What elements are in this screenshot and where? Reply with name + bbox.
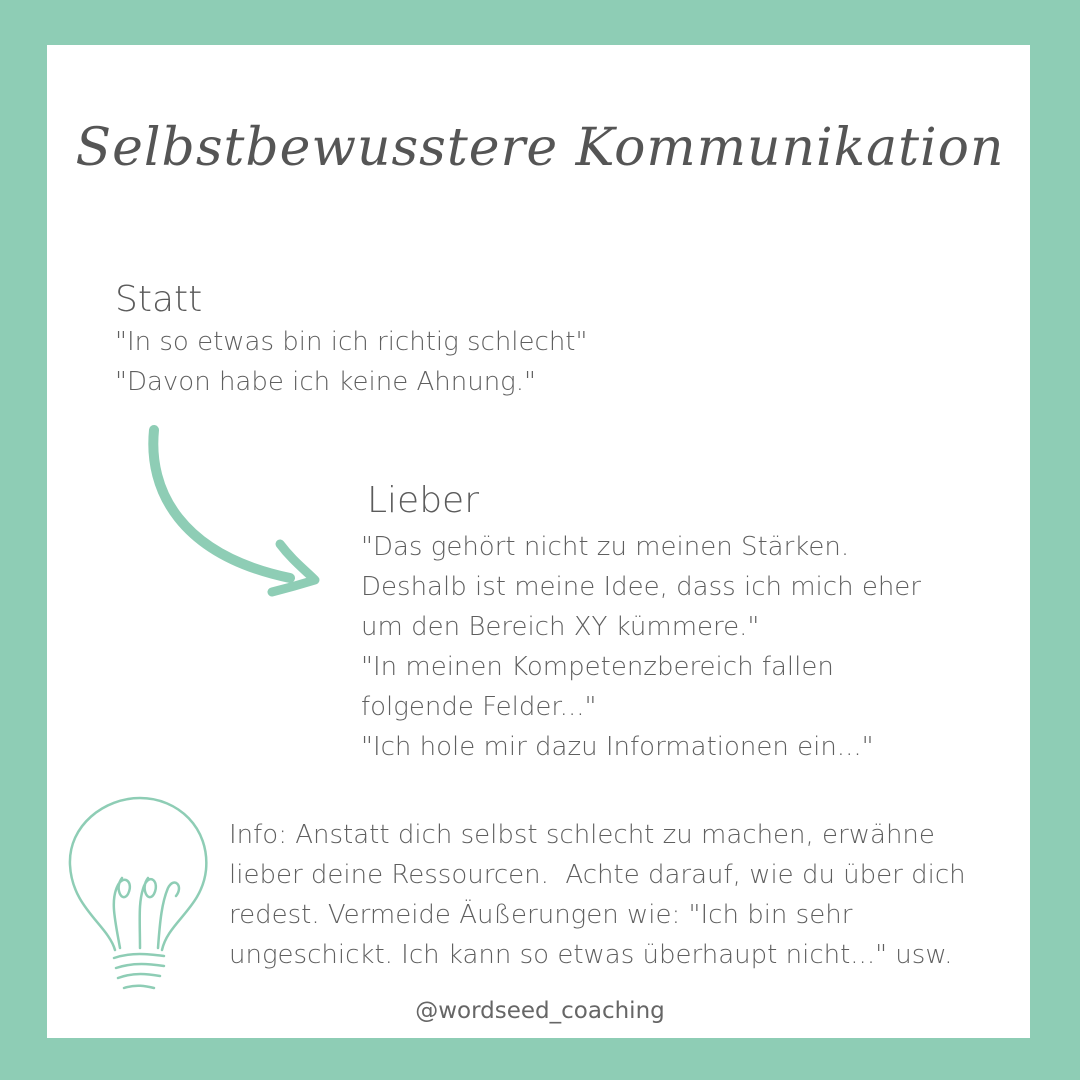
curved-arrow-icon [130, 420, 330, 610]
statt-line: "In so etwas bin ich richtig schlecht" [115, 327, 588, 357]
statt-phrases [115, 322, 587, 402]
lieber-line: Deshalb ist meine Idee, dass ich mich eher [361, 572, 921, 602]
lieber-phrases [361, 527, 921, 767]
lieber-line: folgende Felder..." [361, 692, 597, 722]
lieber-heading: Lieber [367, 480, 480, 521]
statt-line: "Davon habe ich keine Ahnung." [115, 367, 537, 397]
page-title: Selbstbewusstere Kommunikation [75, 118, 1005, 178]
statt-heading: Statt [115, 279, 203, 320]
lightbulb-icon [60, 790, 220, 1000]
social-handle: @wordseed_coaching [415, 998, 665, 1024]
lieber-line: "Das gehört nicht zu meinen Stärken. [361, 532, 850, 562]
lieber-line: "In meinen Kompetenzbereich fallen [361, 652, 834, 682]
lieber-line: um den Bereich XY kümmere." [361, 612, 760, 642]
lieber-line: "Ich hole mir dazu Informationen ein..." [361, 732, 874, 762]
info-text: Info: Anstatt dich selbst schlecht zu machen, erwähne lieber deine Ressourcen. Achte darauf, wie du über dich redest. Vermeide Äußerungen wie: "Ich bin sehr ungeschickt. Ich kann so etwas überhaupt nicht..." usw. [229, 820, 974, 970]
